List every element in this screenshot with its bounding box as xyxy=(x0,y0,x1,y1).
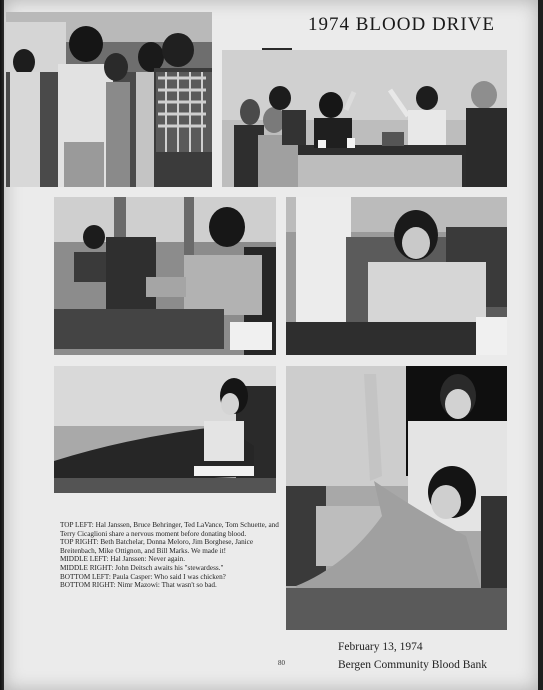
caption-top-left: TOP LEFT: Hal Janssen, Bruce Behringer, Ted LaVance, Tom Schuette, and Terry Cicaglioni share a nervous moment before donating blood. xyxy=(60,521,279,538)
caption-middle-left: MIDDLE LEFT: Hal Janssen: Never again. xyxy=(60,555,185,564)
photo-middle-left xyxy=(54,197,276,355)
caption-middle-right: MIDDLE RIGHT: John Deitsch awaits his "stewardess." xyxy=(60,563,224,572)
photo-bottom-right xyxy=(286,366,507,630)
event-date: February 13, 1974 xyxy=(338,641,423,653)
photo-bottom-left xyxy=(54,366,276,493)
page-title: 1974 BLOOD DRIVE xyxy=(308,14,495,35)
photo-top-right xyxy=(222,50,507,187)
yearbook-page xyxy=(4,0,538,690)
caption-bottom-left: BOTTOM LEFT: Paula Casper: Who said I was chicken? xyxy=(60,572,226,581)
photo-captions xyxy=(60,521,284,590)
page-number: 80 xyxy=(278,659,285,667)
photo-middle-right xyxy=(286,197,507,355)
organization-name: Bergen Community Blood Bank xyxy=(338,659,487,671)
caption-bottom-right: BOTTOM RIGHT: Nimr Mazowi: That wasn't so bad. xyxy=(60,581,217,590)
caption-top-right: TOP RIGHT: Beth Batchelar, Donna Meloro, Jim Borghese, Janice Breitenbach, Mike Ottignon, and Bill Marks. We made it! xyxy=(60,538,254,555)
photo-top-left xyxy=(6,12,212,187)
